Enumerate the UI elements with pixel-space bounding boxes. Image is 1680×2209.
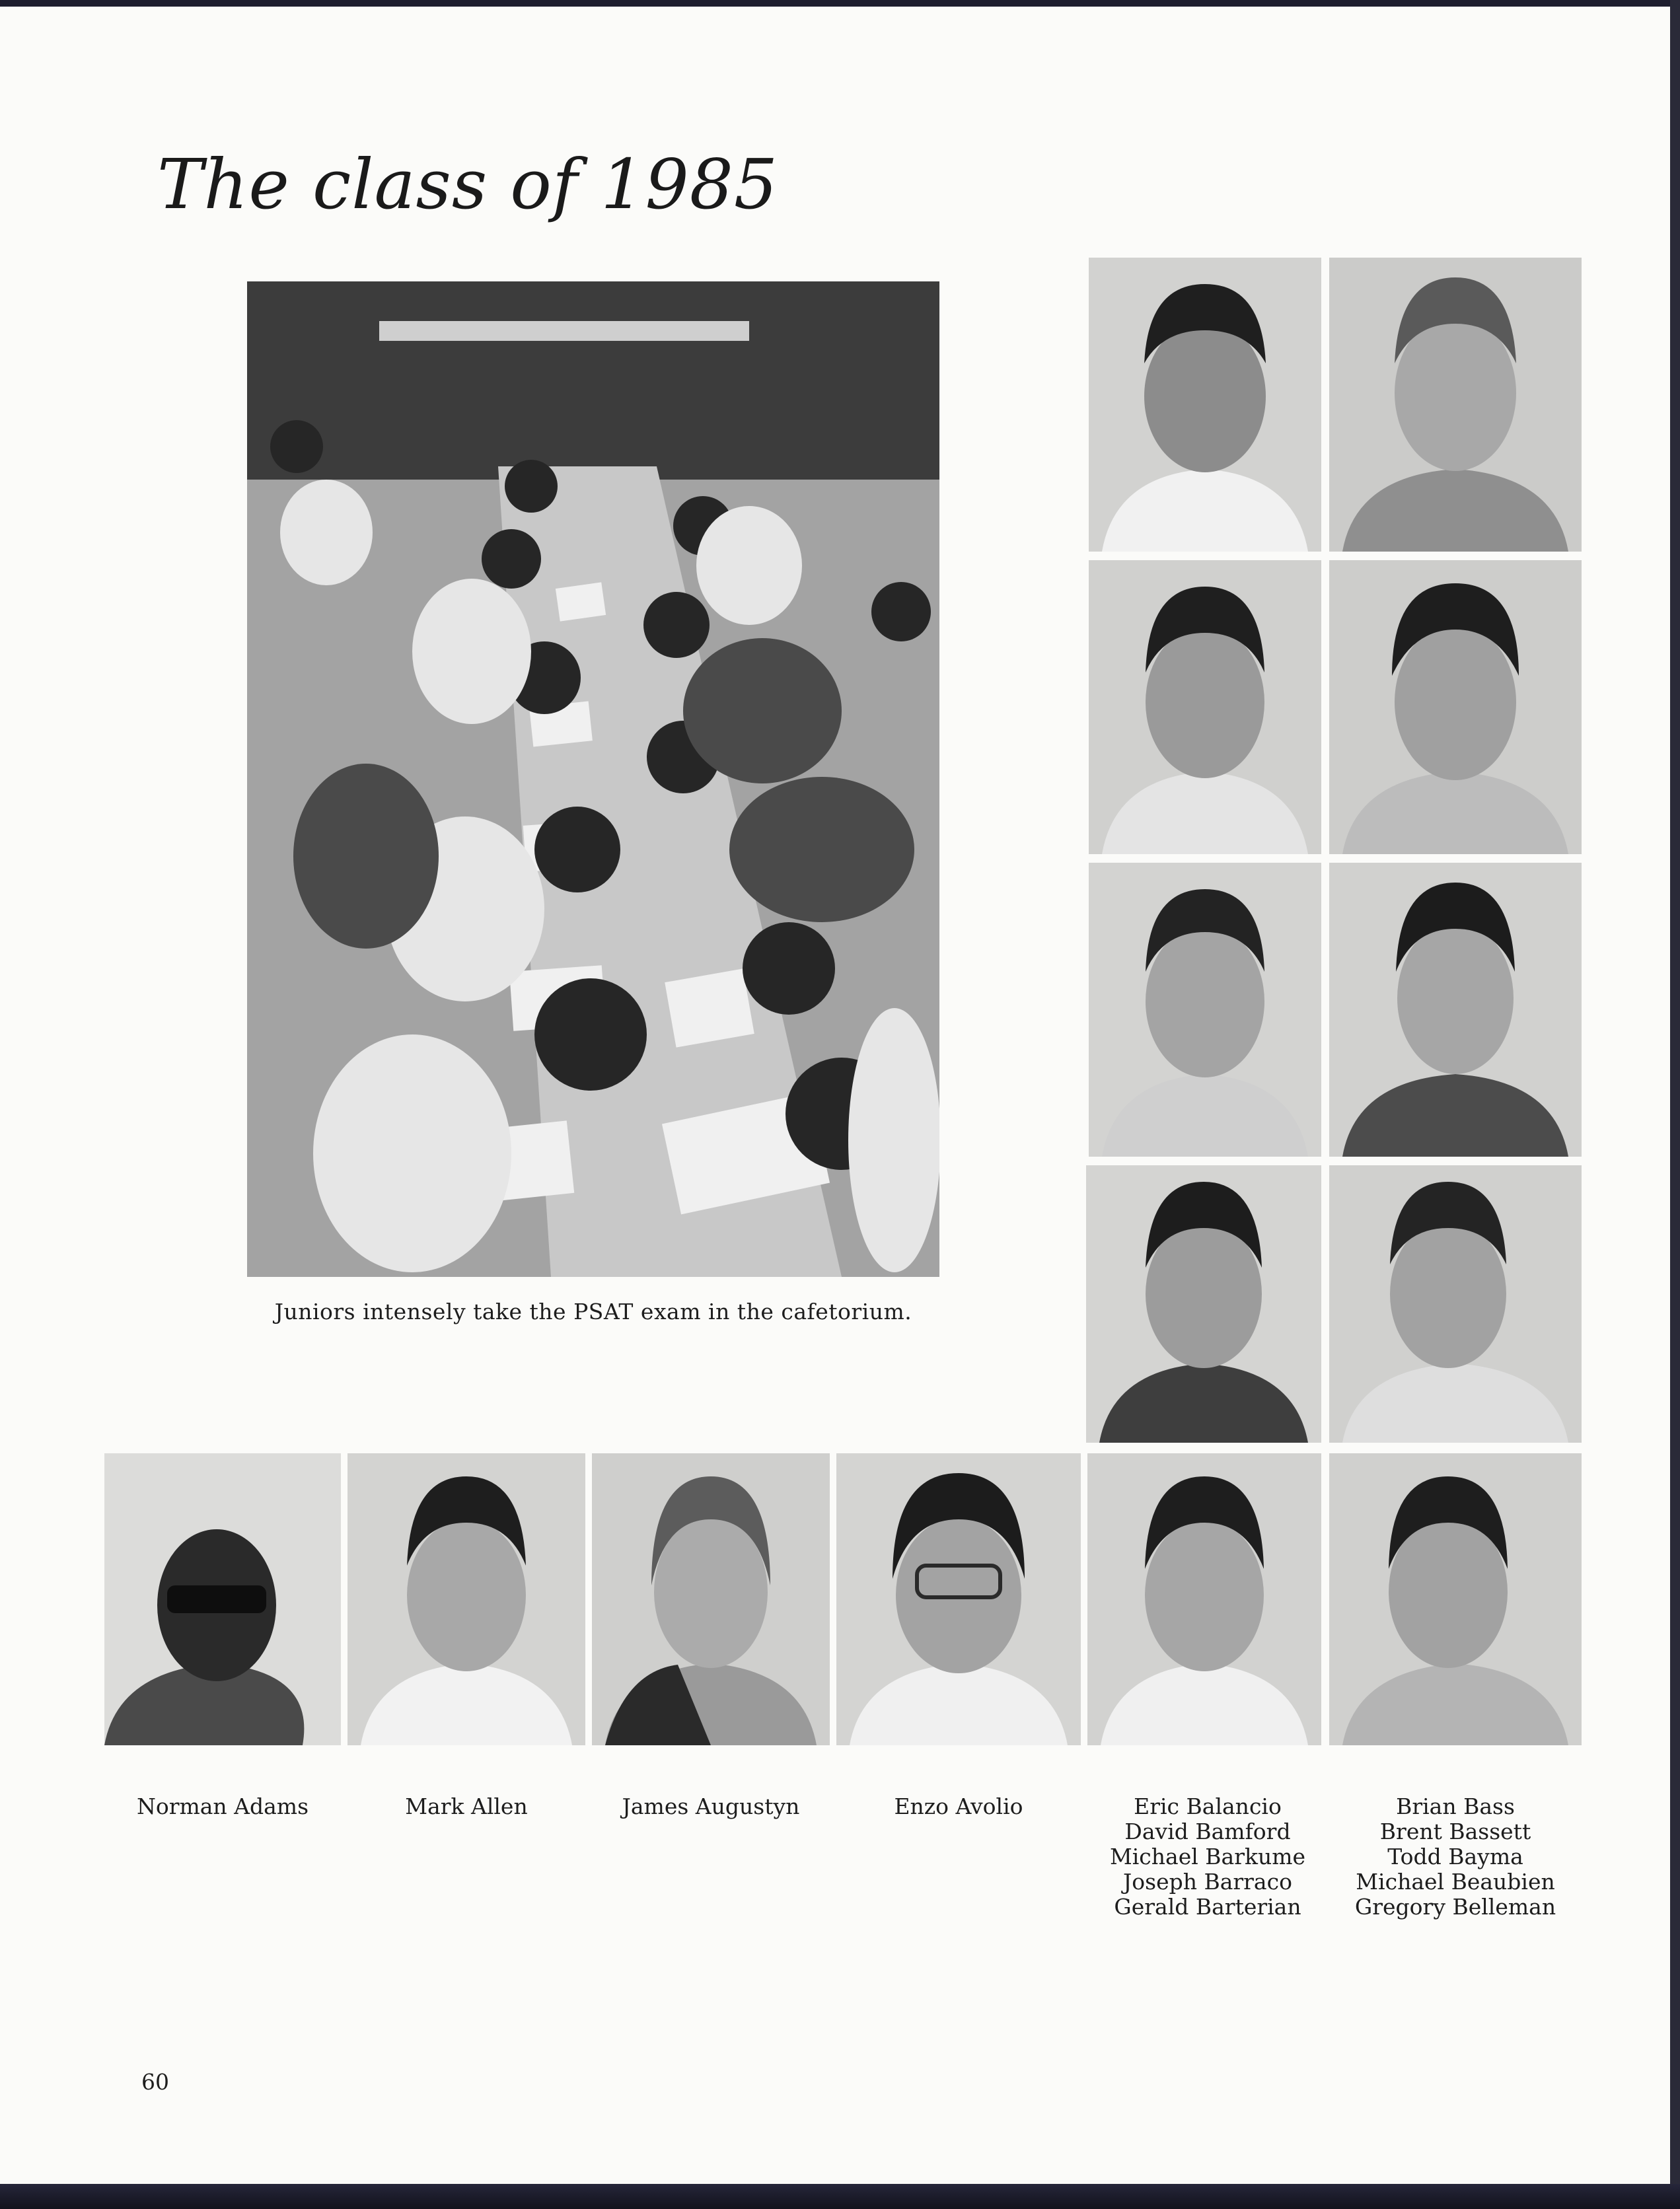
name-list-item: Gregory Belleman (1354, 1894, 1556, 1920)
name-list-item: David Bamford (1124, 1819, 1291, 1844)
portrait-norman-adams (104, 1453, 341, 1745)
portrait-silhouette (1329, 1453, 1582, 1745)
portrait-mark-allen (347, 1453, 585, 1745)
portrait-silhouette (1089, 258, 1321, 552)
portrait-gregory-belleman (1329, 1453, 1582, 1745)
name-list-item: Joseph Barraco (1123, 1869, 1292, 1895)
name-list-item: Gerald Barterian (1114, 1894, 1301, 1920)
portrait-silhouette (1329, 863, 1582, 1157)
name-list-item: Michael Beaubien (1356, 1869, 1555, 1895)
portrait-silhouette (1087, 1453, 1321, 1745)
group-photo-illustration (247, 281, 939, 1277)
name-list-item: Michael Barkume (1109, 1844, 1306, 1869)
scan-border-right (1670, 0, 1680, 2209)
portrait-silhouette (1329, 1165, 1582, 1443)
portrait-silhouette (1089, 560, 1321, 854)
portrait-enzo-avolio (836, 1453, 1081, 1745)
portrait-michael-beaubien (1329, 1165, 1582, 1443)
name-label-bottom-4: Enzo Avolio (894, 1793, 1023, 1819)
portrait-silhouette (592, 1453, 830, 1745)
portrait-joseph-barraco (1086, 1165, 1321, 1443)
scan-border-bottom (0, 2184, 1680, 2209)
portrait-silhouette (104, 1453, 341, 1745)
portrait-todd-bayma (1329, 863, 1582, 1157)
name-list-item: Todd Bayma (1387, 1844, 1523, 1869)
portrait-silhouette (836, 1453, 1081, 1745)
portrait-eric-balancio (1089, 258, 1321, 552)
name-list-item: Brent Bassett (1379, 1819, 1531, 1844)
name-label-bottom-1: Norman Adams (136, 1793, 309, 1819)
portrait-brian-bass (1329, 258, 1582, 552)
page-title: The class of 1985 (157, 144, 779, 225)
portrait-brent-bassett (1329, 560, 1582, 854)
name-label-bottom-2: Mark Allen (405, 1793, 528, 1819)
portrait-david-bamford (1089, 560, 1321, 854)
group-photo-exam (247, 281, 939, 1277)
portrait-silhouette (1329, 560, 1582, 854)
name-list-item: Eric Balancio (1134, 1793, 1282, 1819)
scan-border-top (0, 0, 1680, 7)
portrait-silhouette (1329, 258, 1582, 552)
name-list-column-1 (1087, 1794, 1328, 1920)
portrait-james-augustyn (592, 1453, 830, 1745)
group-photo-caption: Juniors intensely take the PSAT exam in the cafetorium. (274, 1299, 912, 1324)
name-list-column-2 (1329, 1794, 1582, 1920)
portrait-silhouette (1086, 1165, 1321, 1443)
name-list-item: Brian Bass (1396, 1793, 1515, 1819)
portrait-silhouette (347, 1453, 585, 1745)
portrait-silhouette (1089, 863, 1321, 1157)
portrait-gerald-barterian (1087, 1453, 1321, 1745)
name-label-bottom-3: James Augustyn (622, 1793, 800, 1819)
page-number: 60 (141, 2069, 169, 2095)
portrait-michael-barkume (1089, 863, 1321, 1157)
